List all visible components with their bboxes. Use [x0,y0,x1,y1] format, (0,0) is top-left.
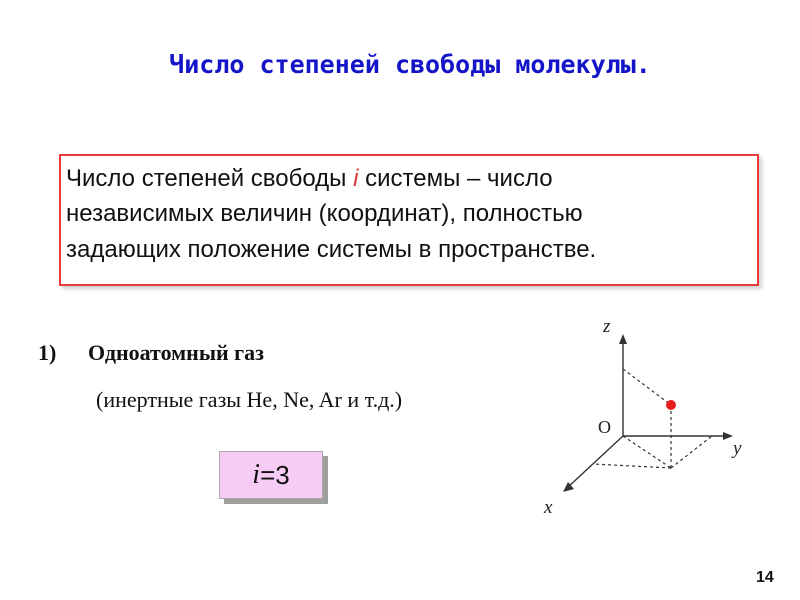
variable-i: i [353,165,359,192]
definition-line-3: задающих положение системы в пространстве. [66,236,597,263]
formula-value: =3 [260,459,290,490]
projection-base-x-line [623,436,671,468]
y-arrow-icon [723,432,733,440]
point-marker [666,400,676,410]
x-axis-label: x [544,497,553,518]
projection-base-back-line [593,464,671,468]
z-arrow-icon [619,334,627,344]
list-number: 1) [38,340,57,365]
page-number: 14 [756,569,774,586]
definition-text-end: системы – число [358,165,553,192]
list-subtitle: (инертные газы He, Ne, Ar и т.д.) [96,387,403,412]
definition-line-2: независимых величин (координат), полностью [66,200,583,227]
origin-label: O [598,417,611,437]
formula-variable: i [252,459,261,490]
projection-base-y-line [671,436,712,468]
slide-title: Число степеней свободы молекулы. [169,50,651,79]
x-axis [567,436,623,488]
list-heading: Одноатомный газ [88,340,264,365]
z-axis-label: z [603,316,611,337]
y-axis-label: y [733,438,742,459]
definition-text-start: Число степеней свободы [66,165,354,192]
projection-z-line [623,369,671,405]
